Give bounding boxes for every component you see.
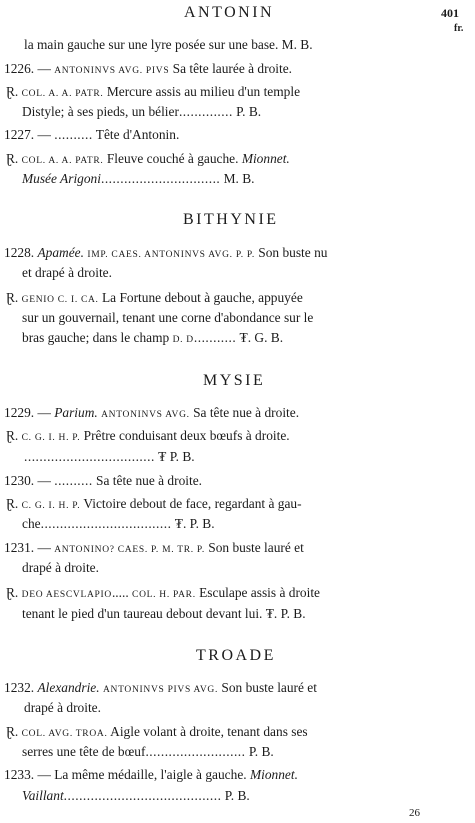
text-span: Ɽ. xyxy=(6,428,22,443)
folio-note: fr. xyxy=(454,23,464,34)
text-span: 1227. — xyxy=(4,127,55,142)
text-line xyxy=(22,744,274,760)
text-span: Ɽ. xyxy=(6,724,22,739)
dot-leader: ......................................... xyxy=(63,788,222,803)
dot-leader: ........... xyxy=(193,330,237,345)
text-line xyxy=(4,540,304,558)
text-line xyxy=(22,104,261,120)
text-span: la main gauche sur une lyre posée sur une base. M. B. xyxy=(24,37,313,52)
italic-text: Mionnet. xyxy=(241,151,290,166)
page-header: ANTONIN xyxy=(184,4,275,21)
text-span: sur un gouvernail, tenant une corne d'abondance sur le xyxy=(22,310,314,325)
text-line xyxy=(6,585,320,603)
text-span: Aigle volant à droite, tenant dans ses xyxy=(107,724,308,739)
text-span: 1228. xyxy=(4,245,38,260)
text-span: P. B. xyxy=(232,104,262,119)
text-span: ₮ P. B. xyxy=(154,449,195,464)
italic-text: Parium. xyxy=(54,405,98,420)
text-span: ..... xyxy=(111,585,133,600)
text-span: Son buste lauré et xyxy=(218,680,317,695)
legend-text: COL. A. A. PATR. xyxy=(21,89,104,99)
italic-text: Mionnet. xyxy=(249,767,298,782)
text-line xyxy=(22,265,112,281)
legend-text: ANTONINVS AVG. xyxy=(101,410,190,420)
text-line xyxy=(4,767,298,783)
text-line xyxy=(24,449,195,465)
dot-leader: .......... xyxy=(54,473,93,488)
text-span: Sa tête nue à droite. xyxy=(189,405,300,420)
dot-leader: ............................... xyxy=(100,171,221,186)
text-span: Ɽ. xyxy=(6,290,22,305)
legend-text: C. G. I. H. P. xyxy=(21,501,81,511)
text-line xyxy=(4,245,327,263)
text-span: Sa tête laurée à droite. xyxy=(169,61,292,76)
section-heading xyxy=(196,647,276,665)
text-line xyxy=(24,37,313,53)
text-span: 1226. — xyxy=(4,61,55,76)
text-span: Tête d'Antonin. xyxy=(92,127,180,142)
text-span: Prêtre conduisant deux bœufs à droite. xyxy=(80,428,290,443)
text-line xyxy=(22,310,313,326)
text-line xyxy=(22,788,250,804)
dot-leader: .......................... xyxy=(145,744,246,759)
text-span: 1231. — xyxy=(4,540,55,555)
text-span: ₮. G. B. xyxy=(236,330,284,345)
text-span: Ɽ. xyxy=(6,84,22,99)
text-span: La Fortune debout à gauche, appuyée xyxy=(98,290,303,305)
text-span: Son buste lauré et xyxy=(204,540,304,555)
text-span: Mercure assis au milieu d'un temple xyxy=(103,84,301,99)
text-span: 1233. — La même médaille, l'aigle à gauche. xyxy=(4,767,250,782)
text-line xyxy=(24,700,101,716)
text-span: tenant le pied d'un taureau debout devant lui. ₮. P. B. xyxy=(22,606,306,621)
text-line xyxy=(4,680,317,698)
text-line xyxy=(6,151,290,169)
text-span: drapé à droite. xyxy=(24,700,101,715)
legend-text: DEO AESCVLAPIO xyxy=(21,590,112,600)
legend-text: COL. H. PAR. xyxy=(132,590,196,600)
text-line xyxy=(22,606,306,622)
text-line xyxy=(6,84,300,102)
text-span: Son buste nu xyxy=(254,245,328,260)
text-span: ₮. P. B. xyxy=(171,516,215,531)
text-span: serres une tête de bœuf xyxy=(22,744,146,759)
text-span: M. B. xyxy=(220,171,255,186)
text-span: MYSIE xyxy=(203,372,266,389)
text-line xyxy=(22,560,99,576)
legend-text: ANTONINVS AVG. PIVS xyxy=(54,66,170,76)
text-line xyxy=(6,496,302,514)
text-line xyxy=(4,127,179,143)
text-span: drapé à droite. xyxy=(22,560,99,575)
text-span: P. B. xyxy=(245,744,274,759)
legend-text: D. D xyxy=(172,335,194,345)
legend-text: ANTONINVS PIVS AVG. xyxy=(102,685,219,695)
text-span: TROADE xyxy=(196,647,276,664)
text-line xyxy=(4,405,299,423)
text-line xyxy=(4,61,292,79)
text-line xyxy=(6,290,303,308)
dot-leader: .................................. xyxy=(24,449,155,464)
text-line xyxy=(22,171,255,187)
dot-leader: .................................. xyxy=(40,516,172,531)
text-span: Sa tête nue à droite. xyxy=(92,473,203,488)
text-span: et drapé à droite. xyxy=(22,265,112,280)
text-span: Esculape assis à droite xyxy=(195,585,320,600)
legend-text: C. G. I. H. P. xyxy=(21,433,81,443)
text-span: Ɽ. xyxy=(6,585,22,600)
section-heading xyxy=(183,211,279,229)
italic-text: Vaillant xyxy=(22,788,64,803)
text-span: 1230. — xyxy=(4,473,55,488)
text-span: Ɽ. xyxy=(6,151,22,166)
text-span: Fleuve couché à gauche. xyxy=(103,151,242,166)
text-span: P. B. xyxy=(221,788,250,803)
legend-text: COL. AVG. TROA. xyxy=(21,729,108,739)
italic-text: Musée Arigoni xyxy=(22,171,101,186)
text-line xyxy=(6,724,308,742)
text-span: BITHYNIE xyxy=(183,211,279,228)
text-span: 1229. — xyxy=(4,405,55,420)
text-line xyxy=(6,428,290,446)
text-span: Victoire debout de face, regardant à gau- xyxy=(80,496,302,511)
text-line xyxy=(4,473,202,489)
italic-text: Apamée. xyxy=(37,245,84,260)
legend-text: IMP. CAES. ANTONINVS AVG. P. P. xyxy=(87,250,255,260)
legend-text: ANTONINO? CAES. P. M. TR. P. xyxy=(54,545,205,555)
dot-leader: .............. xyxy=(178,104,233,119)
folio-number: 401 xyxy=(441,6,459,20)
signature-mark: 26 xyxy=(409,807,420,819)
text-span: Distyle; à ses pieds, un bélier xyxy=(22,104,179,119)
text-span: bras gauche; dans le champ xyxy=(22,330,173,345)
section-heading xyxy=(203,372,265,390)
italic-text: Alexandrie. xyxy=(37,680,100,695)
legend-text: COL. A. A. PATR. xyxy=(21,156,104,166)
legend-text: GENIO C. I. CA. xyxy=(21,295,99,305)
text-span: che xyxy=(22,516,41,531)
text-line xyxy=(22,330,283,348)
text-line xyxy=(22,516,215,532)
text-span: 1232. xyxy=(4,680,38,695)
dot-leader: .......... xyxy=(54,127,93,142)
text-span: Ɽ. xyxy=(6,496,22,511)
